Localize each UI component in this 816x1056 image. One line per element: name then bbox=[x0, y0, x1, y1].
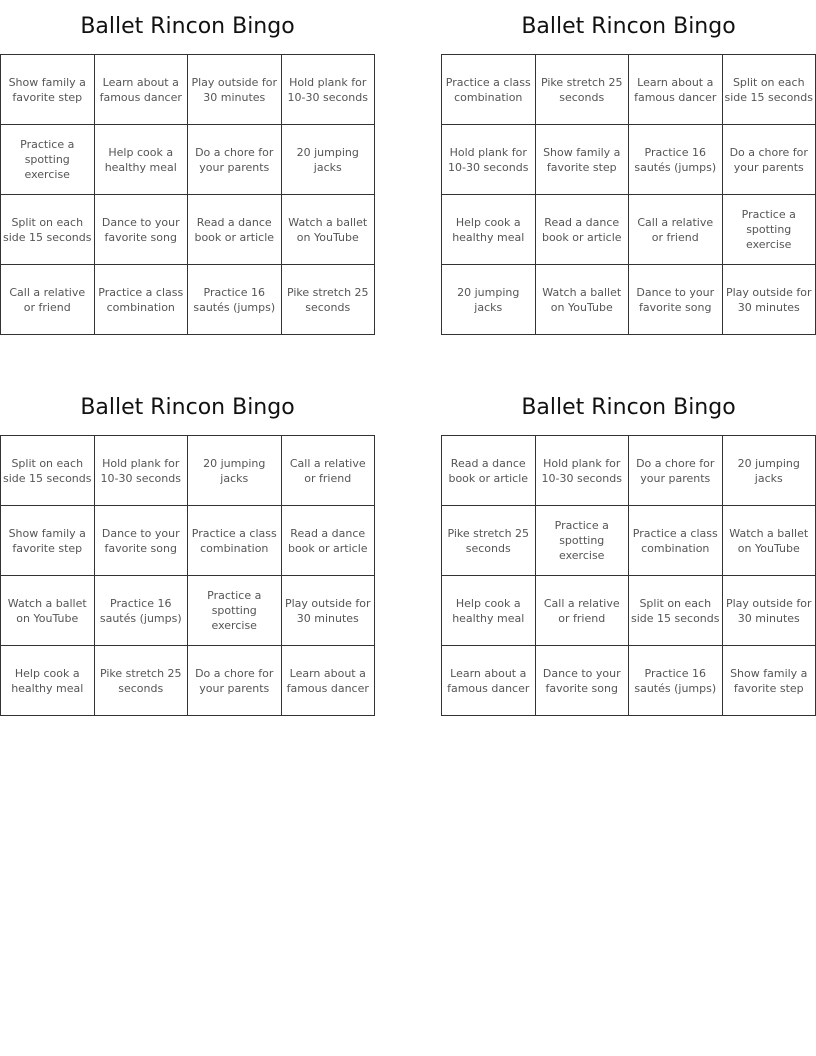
card-title: Ballet Rincon Bingo bbox=[521, 14, 736, 39]
bingo-cell: Watch a ballet on YouTube bbox=[282, 195, 376, 265]
bingo-cell: Watch a ballet on YouTube bbox=[1, 576, 95, 646]
card-title: Ballet Rincon Bingo bbox=[80, 14, 295, 39]
bingo-cell: Dance to your favorite song bbox=[95, 195, 189, 265]
bingo-cell: Hold plank for 10-30 seconds bbox=[95, 436, 189, 506]
bingo-cell: Split on each side 15 seconds bbox=[723, 55, 816, 125]
bingo-cell: Learn about a famous dancer bbox=[95, 55, 189, 125]
bingo-cell: Pike stretch 25 seconds bbox=[95, 646, 189, 716]
bingo-card-3 bbox=[0, 381, 375, 716]
bingo-cell: 20 jumping jacks bbox=[282, 125, 376, 195]
bingo-cell: Play outside for 30 minutes bbox=[188, 55, 282, 125]
bingo-card-4 bbox=[441, 381, 816, 716]
bingo-cell: 20 jumping jacks bbox=[188, 436, 282, 506]
bingo-cell: Do a chore for your parents bbox=[188, 646, 282, 716]
bingo-cell: Learn about a famous dancer bbox=[442, 646, 536, 716]
bingo-cell: Dance to your favorite song bbox=[536, 646, 630, 716]
bingo-cell: Split on each side 15 seconds bbox=[629, 576, 723, 646]
bingo-cell: Do a chore for your parents bbox=[723, 125, 816, 195]
bingo-cell: Call a relative or friend bbox=[536, 576, 630, 646]
bingo-cell: Dance to your favorite song bbox=[629, 265, 723, 335]
bingo-cell: Practice a spotting exercise bbox=[536, 506, 630, 576]
bingo-cell: Show family a favorite step bbox=[536, 125, 630, 195]
bingo-cell: Help cook a healthy meal bbox=[1, 646, 95, 716]
bingo-cell: Read a dance book or article bbox=[188, 195, 282, 265]
bingo-cell: Practice a class combination bbox=[629, 506, 723, 576]
bingo-cell: Practice a class combination bbox=[95, 265, 189, 335]
bingo-cell: Play outside for 30 minutes bbox=[723, 265, 816, 335]
bingo-cell: Practice a spotting exercise bbox=[723, 195, 816, 265]
bingo-cell: Learn about a famous dancer bbox=[282, 646, 376, 716]
bingo-cell: Practice a class combination bbox=[188, 506, 282, 576]
bingo-cell: Watch a ballet on YouTube bbox=[536, 265, 630, 335]
bingo-grid bbox=[0, 54, 375, 335]
bingo-cell: Play outside for 30 minutes bbox=[723, 576, 816, 646]
bingo-cell: Hold plank for 10-30 seconds bbox=[536, 436, 630, 506]
bingo-cell: Practice 16 sautés (jumps) bbox=[188, 265, 282, 335]
bingo-cell: 20 jumping jacks bbox=[723, 436, 816, 506]
bingo-cell: Practice a spotting exercise bbox=[188, 576, 282, 646]
bingo-cell: Pike stretch 25 seconds bbox=[282, 265, 376, 335]
card-title: Ballet Rincon Bingo bbox=[521, 395, 736, 420]
bingo-card-2 bbox=[441, 0, 816, 335]
card-title: Ballet Rincon Bingo bbox=[80, 395, 295, 420]
bingo-cell: Do a chore for your parents bbox=[629, 436, 723, 506]
bingo-cell: 20 jumping jacks bbox=[442, 265, 536, 335]
bingo-grid bbox=[441, 435, 816, 716]
bingo-cell: Hold plank for 10-30 seconds bbox=[442, 125, 536, 195]
bingo-cell: Help cook a healthy meal bbox=[442, 195, 536, 265]
bingo-cell: Watch a ballet on YouTube bbox=[723, 506, 816, 576]
bingo-cell: Call a relative or friend bbox=[282, 436, 376, 506]
bingo-cell: Practice 16 sautés (jumps) bbox=[95, 576, 189, 646]
bingo-cell: Practice a class combination bbox=[442, 55, 536, 125]
bingo-cell: Show family a favorite step bbox=[723, 646, 816, 716]
bingo-cell: Read a dance book or article bbox=[282, 506, 376, 576]
bingo-cell: Pike stretch 25 seconds bbox=[536, 55, 630, 125]
bingo-cell: Call a relative or friend bbox=[629, 195, 723, 265]
bingo-cell: Show family a favorite step bbox=[1, 506, 95, 576]
bingo-cell: Play outside for 30 minutes bbox=[282, 576, 376, 646]
bingo-cell: Show family a favorite step bbox=[1, 55, 95, 125]
bingo-cell: Hold plank for 10-30 seconds bbox=[282, 55, 376, 125]
bingo-cell: Practice a spotting exercise bbox=[1, 125, 95, 195]
bingo-cell: Help cook a healthy meal bbox=[95, 125, 189, 195]
bingo-cell: Learn about a famous dancer bbox=[629, 55, 723, 125]
bingo-cell: Practice 16 sautés (jumps) bbox=[629, 125, 723, 195]
bingo-cell: Dance to your favorite song bbox=[95, 506, 189, 576]
bingo-cell: Read a dance book or article bbox=[536, 195, 630, 265]
bingo-cell: Pike stretch 25 seconds bbox=[442, 506, 536, 576]
bingo-grid bbox=[0, 435, 375, 716]
bingo-cell: Split on each side 15 seconds bbox=[1, 436, 95, 506]
bingo-cell: Practice 16 sautés (jumps) bbox=[629, 646, 723, 716]
bingo-card-1 bbox=[0, 0, 375, 335]
bingo-cell: Call a relative or friend bbox=[1, 265, 95, 335]
bingo-cell: Do a chore for your parents bbox=[188, 125, 282, 195]
bingo-cell: Help cook a healthy meal bbox=[442, 576, 536, 646]
bingo-grid bbox=[441, 54, 816, 335]
bingo-cell: Read a dance book or article bbox=[442, 436, 536, 506]
bingo-cell: Split on each side 15 seconds bbox=[1, 195, 95, 265]
